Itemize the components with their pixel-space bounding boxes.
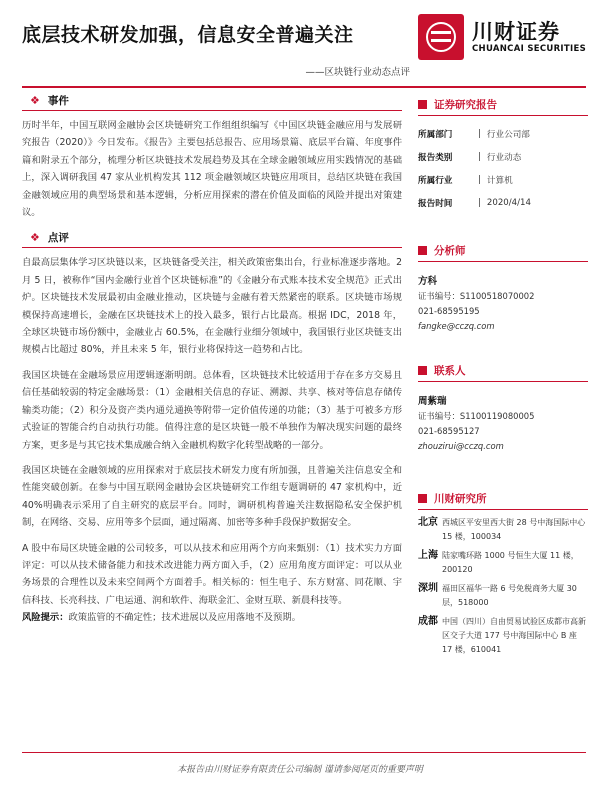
institute-city: 深圳 <box>418 583 438 594</box>
meta-value: 行业动态 <box>486 152 522 163</box>
institute-divider <box>418 509 588 510</box>
institute-address: 陆家嘴环路 1000 号恒生大厦 11 楼，200120 <box>442 551 579 574</box>
footer-disclaimer: 本报告由川财证券有限责任公司编制 谨请参阅尾页的重要声明 <box>177 765 423 775</box>
event-divider <box>22 110 402 111</box>
square-icon <box>418 494 427 503</box>
meta-value: 2020/4/14 <box>486 197 531 208</box>
contact-cert: 证书编号：S1100119080005 <box>418 411 535 421</box>
institute-heading <box>418 490 588 506</box>
analyst-email[interactable]: fangke@cczq.com <box>418 321 495 331</box>
analyst-divider <box>418 261 588 262</box>
meta-row: 所属行业 | 计算机 <box>418 174 513 186</box>
meta-row: 所属部门 | 行业公司部 <box>418 128 530 140</box>
risk-text: 政策监管的不确定性；技术进展以及应用落地不及预期。 <box>68 612 301 624</box>
institute-city: 成都 <box>418 616 438 627</box>
institute-item <box>418 582 588 610</box>
institute-city: 北京 <box>418 517 438 528</box>
meta-key: 所属行业 <box>418 175 453 186</box>
comment-paragraph-2: 我国区块链在金融场景应用逻辑逐渐明朗。总体看，区块链技术比较适用于存在多方交易且信任基础较弱的特定金融场景：（1）金融相关信息的存证、溯源、共享、核对等信息存储传输类功能；（2）积分及资产类内通兑通换等附带一定价值传递的功能；（3）基于可被多方形式验证的智能合约自动执行功能。值得注意的是区块链一般不单独作为解决现实问题的最终方案，更多是与其它技术集成融合纳入金融机构数字化转型战略的一部分。 <box>22 369 402 451</box>
footer-divider <box>22 752 586 753</box>
institute-item <box>418 615 588 657</box>
comment-paragraph-1: 自最高层集体学习区块链以来，区块链备受关注，相关政策密集出台，行业标准逐步落地。2 月 5 日，被称作“国内金融行业首个区块链标准”的《金融分布式账本技术安全规范》正式出炉。区块链技术发展最初由金融业推动，区块链与金融有着天然紧密的联系。区块链市场规模保持高速增长，金融在区块链技术上的投入最多，银行占比最高。根据 IDC，2018 年，全球区块链市场份额中，金融业占 60.5%，在金融行业细分领域中，我国银行业区块链支出规模占比超过 80%，并且未来 5 年，银行业将保持这一趋势和占比。 <box>22 257 402 356</box>
diamond-icon: ❖ <box>30 93 40 107</box>
company-logo <box>418 14 588 66</box>
institute-item <box>418 516 588 544</box>
meta-value: 计算机 <box>486 175 513 186</box>
analyst-name: 方科 <box>418 276 438 287</box>
meta-value: 行业公司部 <box>486 129 530 140</box>
comment-heading <box>22 229 402 245</box>
contact-phone: 021-68595127 <box>418 426 480 436</box>
contact-name: 周紫瑞 <box>418 396 447 407</box>
risk-warning <box>22 609 402 626</box>
analyst-heading-label: 分析师 <box>434 244 466 257</box>
analyst-heading <box>418 242 588 258</box>
meta-row: 报告类别 | 行业动态 <box>418 151 522 163</box>
institute-heading-label: 川财研究所 <box>434 492 487 505</box>
header-divider <box>22 86 586 88</box>
contact-card <box>418 394 588 454</box>
institute-address: 福田区福华一路 6 号免税商务大厦 30 层，518000 <box>442 584 577 607</box>
diamond-icon: ❖ <box>30 230 40 244</box>
logo-english-name: CHUANCAI SECURITIES <box>472 44 586 54</box>
analyst-phone: 021-68595195 <box>418 306 480 316</box>
meta-key: 报告时间 <box>418 198 453 209</box>
sidebar <box>418 96 588 662</box>
page-title: 底层技术研发加强，信息安全普遍关注 <box>22 24 354 46</box>
report-heading-label: 证券研究报告 <box>434 98 497 111</box>
contact-divider <box>418 381 588 382</box>
report-divider <box>418 115 588 116</box>
institute-list <box>418 516 588 657</box>
event-paragraph: 历时半年，中国互联网金融协会区块链研究工作组组织编写《中国区块链金融应用与发展研究报告（2020）》今日发布。《报告》主要包括总报告、应用场景篇、底层平台篇、年度事件篇和附录五个部分，梳理分析区块链技术发展趋势及其在全球金融领域应用实践情况的基础上，深入调研我国 47 家从业机构发其 112 项金融领域区块链应用项目，总结区块链在我国金融领域应用的典型场景和基本逻辑，分析应用探索的潜在价值及面临的风险并提出对策建议。 <box>22 120 402 219</box>
analyst-cert: 证书编号：S1100518070002 <box>418 291 535 301</box>
logo-badge-icon <box>418 14 464 60</box>
report-heading <box>418 96 588 112</box>
page-subtitle: ——区块链行业动态点评 <box>305 67 410 78</box>
square-icon <box>418 366 427 375</box>
comment-paragraph-3: 我国区块链在金融领域的应用探索对于底层技术研发力度有所加强，且普遍关注信息安全和性能突破创新。在参与中国互联网金融协会区块链研究工作组专题调研的 47 家机构中，近 40%明确表示采用了自主研究的底层平台。同时，调研机构普遍关注数据隐私安全保护机制，在网络、交易、应用等多个层面，通过隔离、加密等多种手段保护数据安全。 <box>22 464 402 529</box>
contact-heading <box>418 362 588 378</box>
risk-label: 风险提示： <box>22 612 69 624</box>
meta-row: 报告时间 | 2020/4/14 <box>418 197 531 209</box>
comment-paragraph-4: A 股中布局区块链金融的公司较多，可以从技术和应用两个方向来甄别：（1）技术实力方面评定：可以从技术储备能力和技术改进能力两方面入手，（2）应用角度方面评定：可以从业务场景的合理性以及未来空间两个方面着手。相关标的：恒生电子、东方财富、同花顺、宇信科技、长亮科技、广电运通、润和软件、海联金汇、金财互联、新晨科技等。 <box>22 542 402 606</box>
logo-chinese-name: 川财证券 <box>472 20 560 44</box>
analyst-card <box>418 274 588 334</box>
comment-divider <box>22 247 402 248</box>
main-content <box>22 92 402 627</box>
contact-heading-label: 联系人 <box>434 364 466 377</box>
meta-key: 所属部门 <box>418 129 453 140</box>
institute-address: 中国（四川）自由贸易试验区成都市高新区交子大道 177 号中海国际中心 B 座 17 楼，610041 <box>442 617 586 654</box>
square-icon <box>418 246 427 255</box>
report-meta <box>418 122 588 214</box>
event-heading <box>22 92 402 108</box>
institute-item <box>418 549 588 577</box>
comment-heading-label: 点评 <box>47 231 69 244</box>
contact-email[interactable]: zhouzirui@cczq.com <box>418 441 504 451</box>
meta-key: 报告类别 <box>418 152 453 163</box>
institute-address: 西城区平安里西大街 28 号中海国际中心 15 楼，100034 <box>442 518 586 541</box>
event-heading-label: 事件 <box>47 94 69 107</box>
institute-city: 上海 <box>418 550 438 561</box>
square-icon <box>418 100 427 109</box>
